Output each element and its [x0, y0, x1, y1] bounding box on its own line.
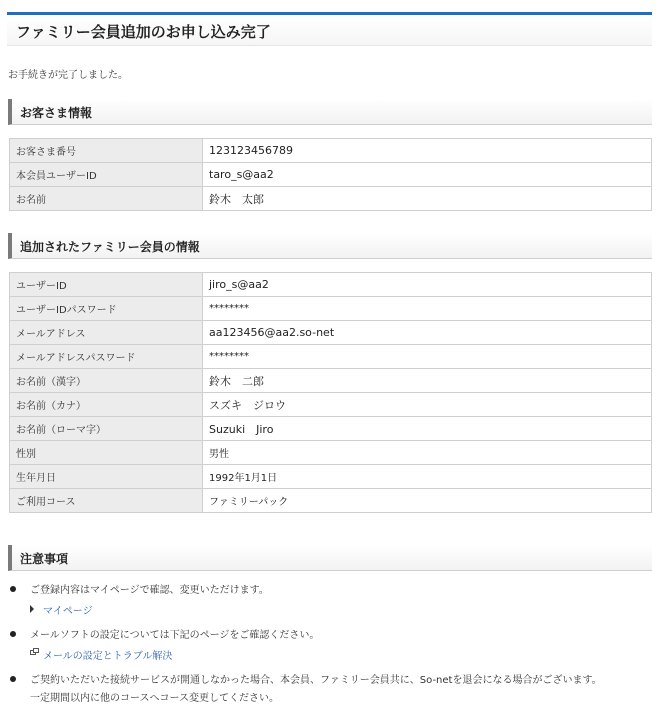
main-user-id-label: 本会員ユーザーID	[10, 163, 203, 187]
table-row	[10, 273, 652, 297]
table-row	[10, 489, 652, 513]
customer-info-heading: お客さま情報	[20, 106, 93, 120]
customer-info-heading-bar	[8, 99, 652, 125]
table-row	[10, 297, 652, 321]
list-item	[8, 583, 652, 616]
table-row	[10, 139, 652, 163]
page-title-bar	[7, 12, 652, 46]
course-label: ご利用コース	[10, 489, 203, 513]
mypage-link[interactable]: マイページ	[43, 606, 93, 617]
note-text-continued: 一定期間以内に他のコースへコース変更してください。	[30, 693, 279, 704]
external-window-icon	[30, 650, 36, 655]
note-text: ご登録内容はマイページで確認、変更いただけます。	[30, 585, 269, 596]
email-password-value: ********	[203, 345, 652, 369]
table-row	[10, 163, 652, 187]
bullet-icon	[10, 586, 16, 592]
table-row	[10, 187, 652, 211]
email-password-label: メールアドレスパスワード	[10, 345, 203, 369]
family-info-table	[9, 272, 652, 513]
customer-info-table	[9, 138, 652, 211]
notes-heading: 注意事項	[20, 552, 69, 566]
name-kana-label: お名前（カナ）	[10, 393, 203, 417]
list-item	[8, 628, 652, 661]
mypage-link-row	[30, 602, 652, 616]
completion-message: お手続きが完了しました。	[8, 70, 128, 81]
triangle-right-icon	[30, 605, 34, 613]
customer-name-label: お名前	[10, 187, 203, 211]
user-id-password-value: ********	[203, 297, 652, 321]
notes-list	[8, 583, 652, 706]
name-roman-value: Suzuki Jiro	[203, 417, 652, 441]
family-info-heading-bar	[8, 233, 652, 259]
table-row	[10, 321, 652, 345]
table-row	[10, 417, 652, 441]
name-kanji-label: お名前（漢字）	[10, 369, 203, 393]
bullet-icon	[10, 676, 16, 682]
main-user-id-value: taro_s@aa2	[203, 163, 652, 187]
birthdate-value: 1992年1月1日	[203, 465, 652, 489]
list-item	[8, 673, 652, 706]
note-text: ご契約いただいた接続サービスが開通しなかった場合、本会員、ファミリー会員共に、So-netを退会になる場合がございます。	[30, 675, 602, 686]
email-label: メールアドレス	[10, 321, 203, 345]
note-text: メールソフトの設定については下記のページをご確認ください。	[30, 630, 320, 641]
table-row	[10, 345, 652, 369]
mail-settings-link[interactable]: メールの設定とトラブル解決	[43, 651, 173, 662]
birthdate-label: 生年月日	[10, 465, 203, 489]
family-info-heading: 追加されたファミリー会員の情報	[20, 240, 200, 254]
table-row	[10, 441, 652, 465]
gender-value: 男性	[203, 441, 652, 465]
page-title: ファミリー会員追加のお申し込み完了	[16, 23, 271, 41]
customer-number-label: お客さま番号	[10, 139, 203, 163]
user-id-value: jiro_s@aa2	[203, 273, 652, 297]
table-row	[10, 465, 652, 489]
table-row	[10, 393, 652, 417]
user-id-password-label: ユーザーIDパスワード	[10, 297, 203, 321]
email-value: aa123456@aa2.so-net	[203, 321, 652, 345]
bullet-icon	[10, 631, 16, 637]
gender-label: 性別	[10, 441, 203, 465]
name-kana-value: スズキ ジロウ	[203, 393, 652, 417]
notes-heading-bar	[8, 545, 652, 571]
name-roman-label: お名前（ローマ字）	[10, 417, 203, 441]
name-kanji-value: 鈴木 二郎	[203, 369, 652, 393]
table-row	[10, 369, 652, 393]
customer-name-value: 鈴木 太郎	[203, 187, 652, 211]
user-id-label: ユーザーID	[10, 273, 203, 297]
customer-number-value: 123123456789	[203, 139, 652, 163]
course-value: ファミリーパック	[203, 489, 652, 513]
mail-settings-link-row	[30, 647, 652, 661]
